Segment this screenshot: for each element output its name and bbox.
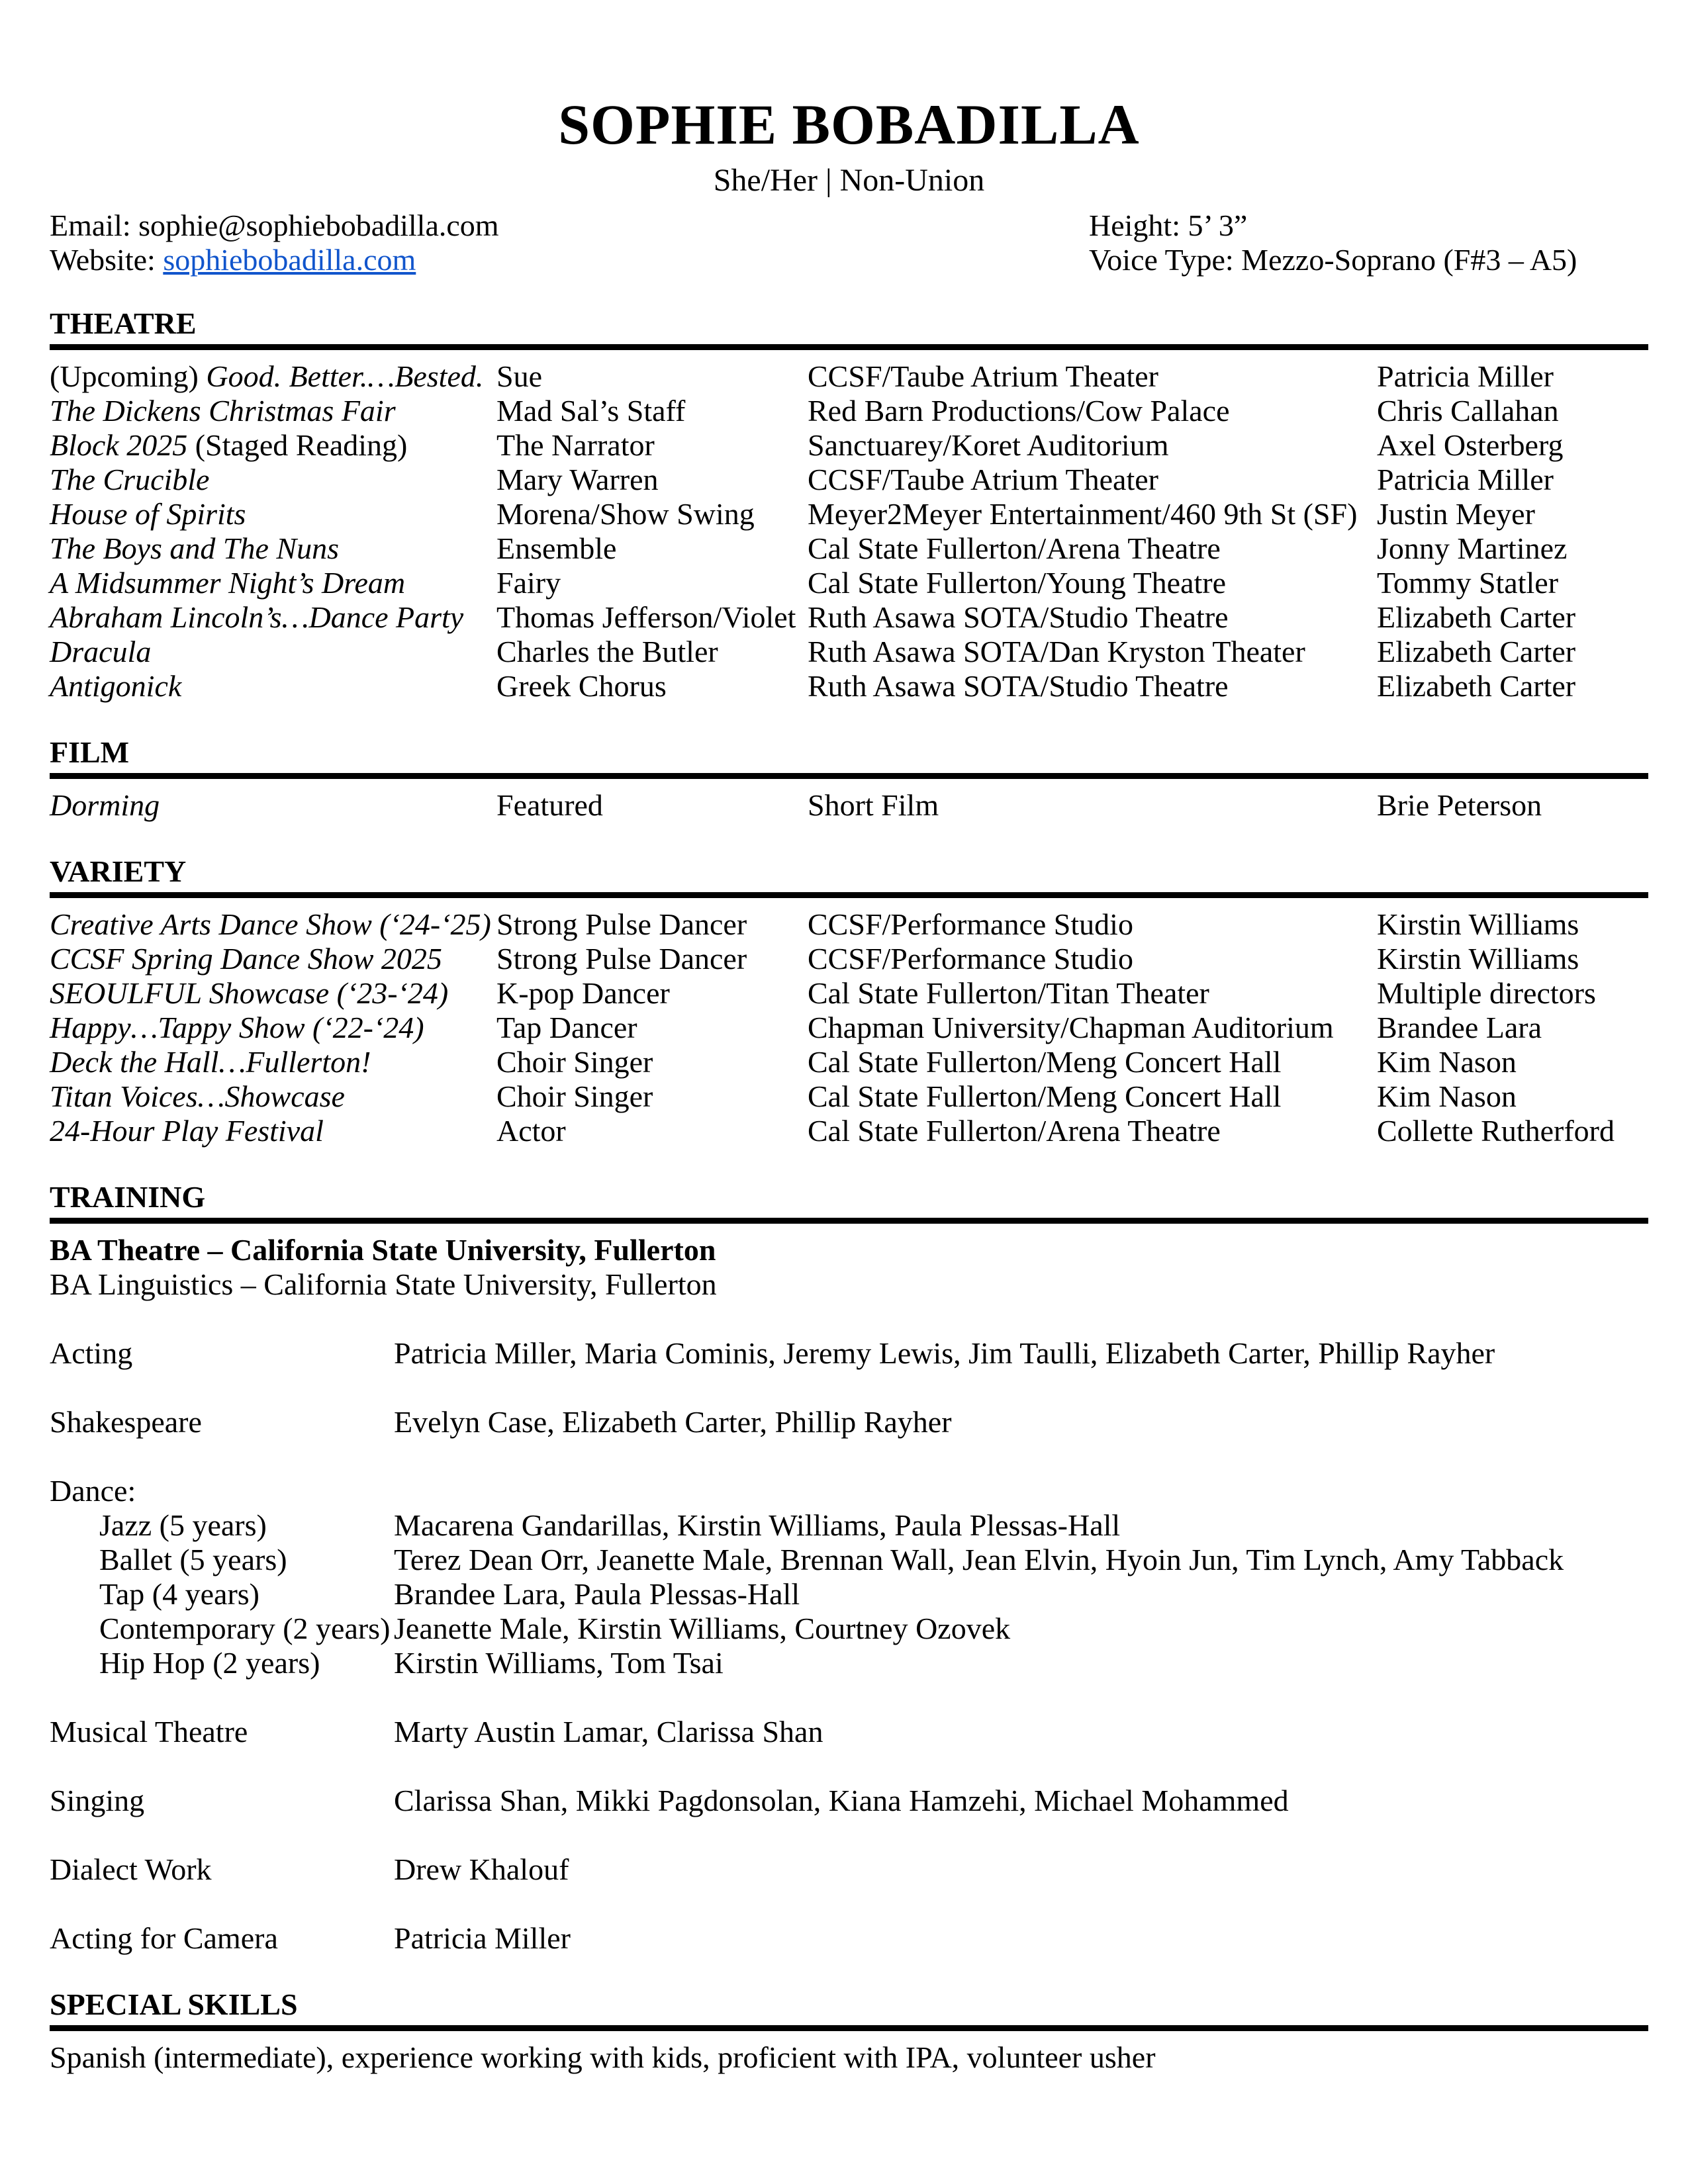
- credit-venue: Cal State Fullerton/Arena Theatre: [808, 1114, 1221, 1148]
- credit-role: Actor: [496, 1114, 566, 1148]
- pronouns-union-line: She/Her | Non-Union: [713, 163, 985, 198]
- credit-row: [50, 497, 1648, 531]
- credit-role: Choir Singer: [496, 1079, 653, 1113]
- voice-type-value: Mezzo-Soprano (F#3 – A5): [1241, 243, 1577, 277]
- credit-row: [50, 942, 1648, 976]
- credit-venue: CCSF/Taube Atrium Theater: [808, 463, 1158, 496]
- credit-director: Tommy Statler: [1377, 566, 1559, 600]
- website-label: Website:: [50, 243, 164, 277]
- credit-director: Brie Peterson: [1377, 788, 1542, 822]
- training-names: Brandee Lara, Paula Plessas-Hall: [394, 1577, 800, 1611]
- credit-show-title: Dorming: [50, 788, 160, 822]
- credit-director: Multiple directors: [1377, 976, 1596, 1010]
- email-value: sophie@sophiebobadilla.com: [138, 208, 499, 242]
- training-names: Marty Austin Lamar, Clarissa Shan: [394, 1715, 823, 1749]
- credit-show-title: Block 2025 (Staged Reading): [50, 428, 408, 462]
- credit-row: [50, 788, 1648, 823]
- credit-row: [50, 976, 1648, 1011]
- voice-type-line: [1089, 243, 1648, 277]
- credit-role: Strong Pulse Dancer: [496, 942, 747, 976]
- training-row: [50, 1715, 1648, 1749]
- page-title: SOPHIE BOBADILLA: [558, 93, 1140, 156]
- training-label: Jazz (5 years): [99, 1508, 267, 1542]
- credit-director: Kim Nason: [1377, 1045, 1517, 1079]
- credit-role: K-pop Dancer: [496, 976, 670, 1010]
- credit-row: [50, 463, 1648, 497]
- credit-row: [50, 1045, 1648, 1079]
- credit-role: Thomas Jefferson/Violet: [496, 600, 796, 634]
- credit-role: Featured: [496, 788, 603, 822]
- special-skills-heading: SPECIAL SKILLS: [50, 1987, 1648, 2031]
- website-line: [50, 243, 499, 277]
- credit-venue: Cal State Fullerton/Meng Concert Hall: [808, 1045, 1282, 1079]
- training-list: [50, 1336, 1648, 1956]
- training-names: Drew Khalouf: [394, 1852, 569, 1886]
- credit-venue: Ruth Asawa SOTA/Studio Theatre: [808, 600, 1229, 634]
- credit-director: Jonny Martinez: [1377, 531, 1568, 565]
- training-row: [50, 1784, 1648, 1818]
- training-row: [50, 1543, 1648, 1577]
- credit-director: Elizabeth Carter: [1377, 669, 1576, 703]
- training-label: Singing: [50, 1784, 145, 1817]
- degree-linguistics: BA Linguistics – California State University, Fullerton: [50, 1267, 717, 1301]
- credit-role: Choir Singer: [496, 1045, 653, 1079]
- contact-block: [50, 208, 1648, 277]
- credit-venue: CCSF/Taube Atrium Theater: [808, 359, 1158, 393]
- credit-row: [50, 600, 1648, 635]
- credit-director: Kim Nason: [1377, 1079, 1517, 1113]
- training-row: [50, 1921, 1648, 1956]
- credit-director: Elizabeth Carter: [1377, 600, 1576, 634]
- credit-row: [50, 1011, 1648, 1045]
- credit-director: Axel Osterberg: [1377, 428, 1564, 462]
- credit-venue: Cal State Fullerton/Titan Theater: [808, 976, 1209, 1010]
- credit-row: [50, 907, 1648, 942]
- training-row: [50, 1508, 1648, 1543]
- credit-show-title: The Boys and The Nuns: [50, 531, 339, 565]
- credit-director: Collette Rutherford: [1377, 1114, 1615, 1148]
- section-special-skills: [50, 1987, 1648, 2075]
- training-label: Contemporary (2 years): [99, 1612, 391, 1645]
- credit-show-title: CCSF Spring Dance Show 2025: [50, 942, 442, 976]
- credit-row: [50, 1114, 1648, 1148]
- credit-role: Greek Chorus: [496, 669, 667, 703]
- credit-venue: Meyer2Meyer Entertainment/460 9th St (SF): [808, 497, 1358, 531]
- training-row: [50, 1405, 1648, 1439]
- training-label: Ballet (5 years): [99, 1543, 287, 1576]
- training-label: Dialect Work: [50, 1852, 212, 1886]
- credit-director: Chris Callahan: [1377, 394, 1559, 428]
- credit-director: Kirstin Williams: [1377, 907, 1579, 941]
- credit-row: [50, 566, 1648, 600]
- credit-director: Patricia Miller: [1377, 463, 1554, 496]
- credit-row: [50, 428, 1648, 463]
- credit-role: Ensemble: [496, 531, 617, 565]
- special-skills-text: Spanish (intermediate), experience working with kids, proficient with IPA, volunteer usher: [50, 2040, 1156, 2074]
- training-row: [50, 1646, 1648, 1680]
- credit-venue: Sanctuarey/Koret Auditorium: [808, 428, 1169, 462]
- training-names: Jeanette Male, Kirstin Williams, Courtney Ozovek: [394, 1612, 1011, 1645]
- height-label: Height:: [1089, 208, 1188, 242]
- contact-left: [50, 208, 499, 277]
- credit-show-title: Abraham Lincoln’s…Dance Party: [50, 600, 464, 634]
- film-credit-list: [50, 788, 1648, 823]
- training-row: [50, 1577, 1648, 1612]
- credit-row: [50, 1079, 1648, 1114]
- height-line: [1089, 208, 1648, 243]
- variety-credit-list: [50, 907, 1648, 1148]
- credit-show-title: Antigonick: [50, 669, 182, 703]
- training-names: Macarena Gandarillas, Kirstin Williams, Paula Plessas-Hall: [394, 1508, 1121, 1542]
- credit-director: Elizabeth Carter: [1377, 635, 1576, 668]
- training-label: Hip Hop (2 years): [99, 1646, 320, 1680]
- credit-row: [50, 635, 1648, 669]
- training-row: [50, 1336, 1648, 1371]
- credit-row: [50, 394, 1648, 428]
- credit-role: Morena/Show Swing: [496, 497, 755, 531]
- height-value: 5’ 3”: [1188, 208, 1248, 242]
- contact-right: [1089, 208, 1648, 277]
- variety-heading: VARIETY: [50, 854, 1648, 898]
- credit-director: Brandee Lara: [1377, 1011, 1542, 1044]
- credit-show-title: House of Spirits: [50, 497, 246, 531]
- theatre-credit-list: [50, 359, 1648, 704]
- degree-theatre: BA Theatre – California State University, Fullerton: [50, 1233, 716, 1267]
- credit-row: [50, 359, 1648, 394]
- training-row: [50, 1474, 1648, 1508]
- credit-show-title: Dracula: [50, 635, 152, 668]
- training-names: Patricia Miller, Maria Cominis, Jeremy Lewis, Jim Taulli, Elizabeth Carter, Phillip Rayher: [394, 1336, 1495, 1370]
- training-names: Evelyn Case, Elizabeth Carter, Phillip Rayher: [394, 1405, 952, 1439]
- credit-venue: Red Barn Productions/Cow Palace: [808, 394, 1230, 428]
- training-row: [50, 1852, 1648, 1887]
- training-names: Terez Dean Orr, Jeanette Male, Brennan Wall, Jean Elvin, Hyoin Jun, Tim Lynch, Amy Tabback: [394, 1543, 1564, 1576]
- credit-venue: CCSF/Performance Studio: [808, 907, 1133, 941]
- film-heading: FILM: [50, 735, 1648, 779]
- credit-show-title: SEOULFUL Showcase (‘23-‘24): [50, 976, 449, 1010]
- credit-role: Charles the Butler: [496, 635, 718, 668]
- voice-type-label: Voice Type:: [1089, 243, 1242, 277]
- credit-venue: Short Film: [808, 788, 939, 822]
- training-label: Dance:: [50, 1474, 136, 1508]
- credit-show-title: Deck the Hall…Fullerton!: [50, 1045, 371, 1079]
- credit-show-title: Happy…Tappy Show (‘22-‘24): [50, 1011, 424, 1044]
- credit-role: Sue: [496, 359, 542, 393]
- section-theatre: [50, 306, 1648, 704]
- credit-show-title: Creative Arts Dance Show (‘24-‘25): [50, 907, 491, 941]
- credit-venue: Cal State Fullerton/Young Theatre: [808, 566, 1227, 600]
- credit-director: Patricia Miller: [1377, 359, 1554, 393]
- email-label: Email:: [50, 208, 139, 242]
- credit-show-title: 24-Hour Play Festival: [50, 1114, 324, 1148]
- training-names: Patricia Miller: [394, 1921, 571, 1955]
- credit-venue: Cal State Fullerton/Arena Theatre: [808, 531, 1221, 565]
- credit-venue: CCSF/Performance Studio: [808, 942, 1133, 976]
- training-names: [394, 1474, 1648, 1508]
- section-variety: [50, 854, 1648, 1148]
- training-label: Tap (4 years): [99, 1577, 259, 1611]
- credit-venue: Cal State Fullerton/Meng Concert Hall: [808, 1079, 1282, 1113]
- credit-venue: Ruth Asawa SOTA/Dan Kryston Theater: [808, 635, 1305, 668]
- credit-role: Strong Pulse Dancer: [496, 907, 747, 941]
- website-link[interactable]: sophiebobadilla.com: [163, 243, 416, 277]
- email-line: [50, 208, 499, 243]
- credit-director: Justin Meyer: [1377, 497, 1535, 531]
- credit-role: Fairy: [496, 566, 561, 600]
- credit-role: Tap Dancer: [496, 1011, 637, 1044]
- training-label: Musical Theatre: [50, 1715, 248, 1749]
- credit-show-title: The Dickens Christmas Fair: [50, 394, 396, 428]
- training-label: Shakespeare: [50, 1405, 202, 1439]
- credit-role: Mad Sal’s Staff: [496, 394, 686, 428]
- training-label: Acting: [50, 1336, 133, 1370]
- credit-row: [50, 531, 1648, 566]
- credit-venue: Chapman University/Chapman Auditorium: [808, 1011, 1334, 1044]
- theatre-heading: THEATRE: [50, 306, 1648, 350]
- section-training: [50, 1180, 1648, 1956]
- section-film: [50, 735, 1648, 823]
- training-names: Kirstin Williams, Tom Tsai: [394, 1646, 724, 1680]
- credit-show-title: The Crucible: [50, 463, 210, 496]
- credit-venue: Ruth Asawa SOTA/Studio Theatre: [808, 669, 1229, 703]
- credit-show-title: Titan Voices…Showcase: [50, 1079, 345, 1113]
- credit-role: Mary Warren: [496, 463, 659, 496]
- credit-director: Kirstin Williams: [1377, 942, 1579, 976]
- training-label: Acting for Camera: [50, 1921, 278, 1955]
- training-row: [50, 1612, 1648, 1646]
- training-names: Clarissa Shan, Mikki Pagdonsolan, Kiana Hamzehi, Michael Mohammed: [394, 1784, 1289, 1817]
- credit-show-title: A Midsummer Night’s Dream: [50, 566, 406, 600]
- credit-role: The Narrator: [496, 428, 655, 462]
- credit-row: [50, 669, 1648, 704]
- credit-show-title: (Upcoming) Good. Better.…Bested.: [50, 359, 484, 393]
- training-heading: TRAINING: [50, 1180, 1648, 1224]
